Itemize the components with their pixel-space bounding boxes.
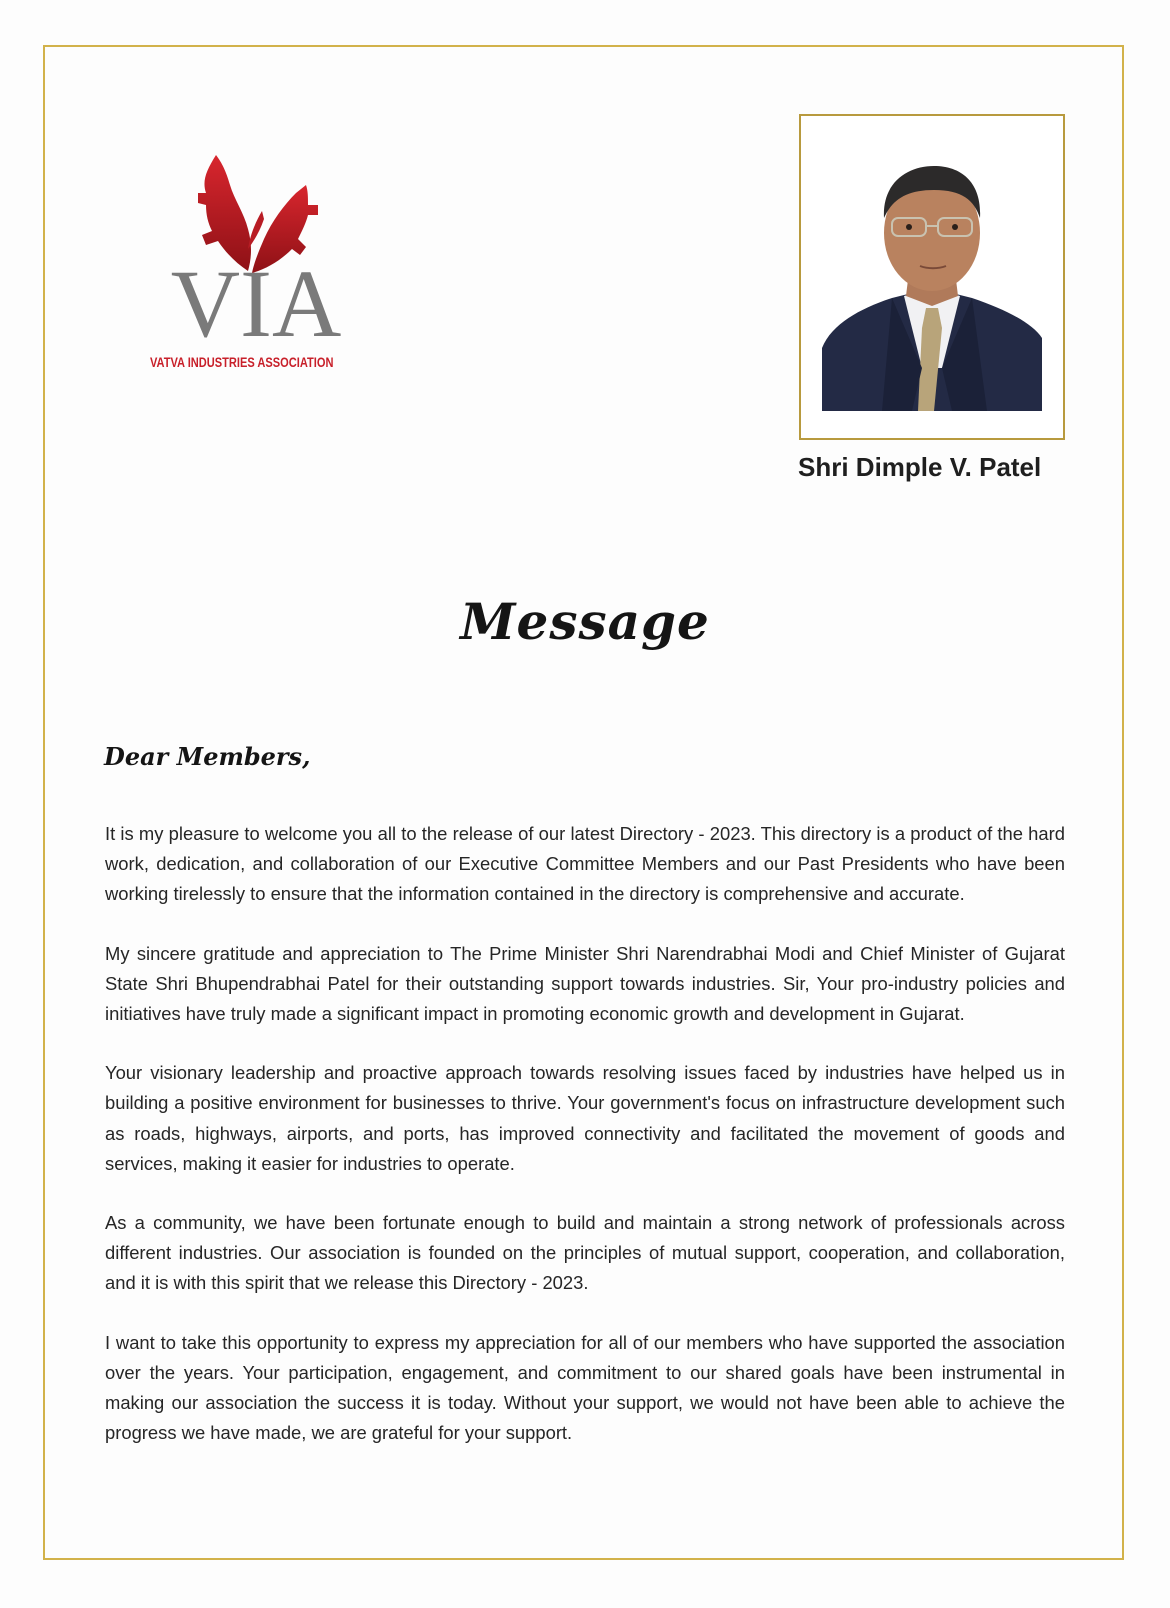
portrait-frame	[799, 114, 1065, 440]
message-body	[105, 819, 1065, 1477]
logo-monogram: VIA	[170, 250, 342, 357]
portrait-photo	[822, 138, 1042, 411]
paragraph: It is my pleasure to welcome you all to the release of our latest Directory - 2023. This directory is a product of the hard work, dedication, and collaboration of our Executive Committee Members and our Past Presidents who have been working tirelessly to ensure that the information contained in the directory is comprehensive and accurate.	[105, 823, 1065, 905]
portrait-image	[822, 138, 1042, 411]
paragraph: As a community, we have been fortunate enough to build and maintain a strong network of professionals across different industries. Our association is founded on the principles of mutual support, cooperation, and collaboration, and it is with this spirit that we release this Directory - 2023.	[105, 1212, 1065, 1294]
paragraph: I want to take this opportunity to express my appreciation for all of our members who have supported the association over the years. Your participation, engagement, and commitment to our shared goals have been instrumental in making our association the success it is today. Without your support, we would not have been able to achieve the progress we have made, we are grateful for your support.	[105, 1331, 1065, 1444]
salutation: Dear Members,	[104, 742, 311, 771]
paragraph: My sincere gratitude and appreciation to The Prime Minister Shri Narendrabhai Modi and Chief Minister of Gujarat State Shri Bhupendrabhai Patel for their outstanding support towards industries. Sir, Your pro-industry policies and initiatives have truly made a significant impact in promoting economic growth and development in Gujarat.	[105, 942, 1065, 1025]
paragraph: Your visionary leadership and proactive approach towards resolving issues faced by industries have helped us in building a positive environment for businesses to thrive. Your government's focus on infrastructure development such as roads, highways, airports, and ports, has improved connectivity and facilitated the movement of goods and services, making it easier for industries to operate.	[105, 1062, 1065, 1174]
logo-tagline: VATVA INDUSTRIES ASSOCIATION	[150, 355, 334, 370]
page-title: Message	[460, 592, 710, 651]
person-name: Shri Dimple V. Patel	[798, 452, 1042, 482]
